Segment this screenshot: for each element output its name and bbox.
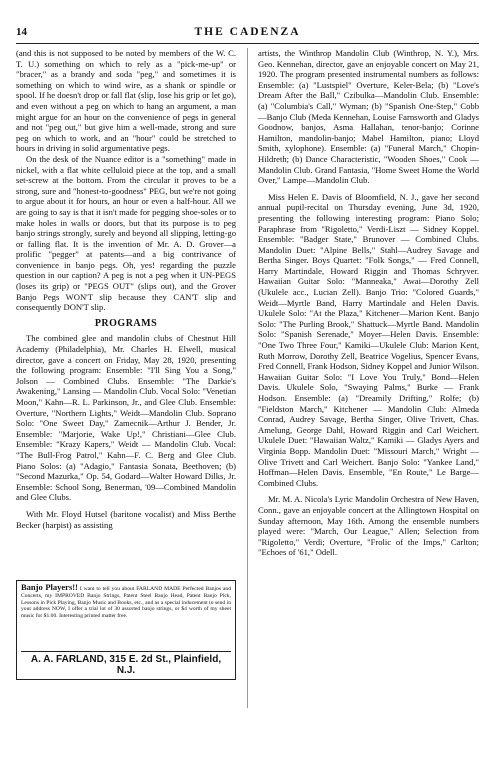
paragraph: The combined glee and mandolin clubs of Chestnut Hill Academy (Philadelphia), Mr. Charles H. Elwell, musical director, gave a concert on Friday, May 28, 1920, presenting the following program: Ensemble: "I'll Sing You a Song," Jolson — Combined Clubs. Ensemble: "The Darkie's Awakening," Lansing — Mandolin Club. Vocal Solo: "Venetian Moon," Kahn—R. L. Parkinson, Jr., and Glee Club. Ensemble: Overture, "Northern Lights," Weidt—Mandolin Club. Soprano Solo: "One Sweet Day," Zamecnik—Arthur J. Bender, Jr. Ensemble: "Marjorie, Wake Up!," Christiani—Glee Club. Ensemble: "Krazy Kapers," Weidt — Mandolin Club. Vocal: "The Bull-Frog Patrol," Kahn—F. C. Berg and Glee Club. Piano Solos: (a) "Adagio," Fantasia Sonata, Beethoven; (b) "Second Mazurka," Op. 54, Godard—Walter Howard Dilks, Jr. Ensemble: School Song, Benerman, '09—Combined Mandolin and Glee Clubs. — [16, 333, 236, 503]
advertisement-box — [16, 580, 236, 680]
ad-body: I want to tell you about FARLAND MADE Perfected Banjos and Concerts, my IMPROVED Banjo Strings, Patent Steel Banjo Head, Patent Banjo Pick, Lessons in Pick Playing, Banjo Music and Books, etc., and as a special inducement to send in your address NOW, I offer a trial lot of 30 assorted banjo strings, or $4 worth of my sheet music for $1.00. Interesting printed matter free. — [21, 586, 232, 620]
paragraph: With Mr. Floyd Hutsel (baritone vocalist) and Miss Berthe Becker (harpist) as assisting — [16, 508, 236, 530]
magazine-title: THE CADENZA — [194, 26, 301, 38]
left-column — [16, 48, 236, 530]
paragraph: Miss Helen E. Davis of Bloomfield, N. J., gave her second annual pupil-recital on Thursday evening, June 3d, 1920, presenting the following interesting program: Piano Solo; Paraphrase from "Rigoletto," Verdi-Liszt — Sidney Koppel. Ensemble: "Badger State," Brunover — Combined Clubs. Mandolin Duet: "Alpine Bells," Stahl—Audrey Savage and Bertha Singer. Boys Quartet: "Folk Songs," — Fred Connell, Harry Martindale, Howard Riggin and Thomas Schryver. Hawaiian Guitar Solo: "Manneaka," Awai—Dorothy Zell (Ukulele acc., Lucian Zell). Banjo Trio: "Colored Guards," Weidt—Myrtle Band, Harry Martindale and Helen Davis. Ukulele Solo: "At the Plaza," Kitchener—Marion Kent. Banjo Solo: "The Purling Brook," Shattuck—Myrtle Band. Mandolin Solo: "Spanish Serenade," Moyer—Helen Davis. Ensemble: "One Two Three Four," Kamiki—Ukulele Club: Marion Kent, Ruth Morrow, Dorothy Zell, Beatrice Vogelius, Spencer Evans, Fred Connell, Frank Hodson, Sidney Koppel and Junior Wilson. Hawaiian Guitar Solo: "I Love You Truly," Bond—Helen Davis. Ukulele Solo, "Swaying Palms," Burke — Frank Hodson. Ensemble: (a) "Dreamily Drifting," Rolfe; (b) "Fieldston March," Kitchener — Mandolin Club: Almeda Conrad, Audrey Savage, Bertha Singer, Olive Trivett, Chas. Amelung, George Dahl, Howard Riggin and Carl Weichert. Ukulele Duet: "Hawaiian Waltz," Kamiki — Gladys Ayers and Virginia Bopp. Mandolin Duet: "Missouri March," Wright — Olive Trivett and Carl Weichert. Banjo Solo: "Yankee Land," Hoffman—Helen Davis. Ensemble, "En Route," Le Barge—Combined Clubs. — [258, 191, 479, 488]
ad-headline: Banjo Players!! — [21, 582, 78, 592]
page-number: 14 — [16, 26, 27, 38]
paragraph: artists, the Winthrop Mandolin Club (Winthrop, N. Y.), Mrs. Geo. Kennehan, director, gave an enjoyable concert on May 21, 1920. The program presented instrumental numbers as follows: Ensemble: (a) "Lustspiel" Overture, Keler-Bela; (b) "Love's Dream After the Ball," Czibulka—Mandolin Club. Ensemble: (a) "Columbia's Call," Wyman; (b) "Spanish One-Step," Cobb—Banjo Club (Meda Kennehan, Louise Farnsworth and Gladys Goodnow, banjos, Asma Hallahan, tenor-banjo; Corinne Hamilton, mandolin-banjo; Mabel Hamilton, piano; Lloyd Smith, xylophone). Ensemble: (a) "Funeral March," Chopin-Hildreth; (b) Dance Characteristic, "Wooden Shoes," Cook — Mandolin Club. Grand Fantasia, "Home Sweet Home the World Over," Lampe—Mandolin Club. — [258, 48, 479, 186]
section-heading-programs: PROGRAMS — [94, 317, 158, 329]
paragraph: (and this is not supposed to be noted by members of the W. C. T. U.) something on which to rely as a "pick-me-up" or "bracer," as a brandy and soda "peg," and sometimes it is something on which to wind wire, as a shank or spindle or spool. If he doesn't drop or fall flat (slip, lose his grip or let go), and even without a peg on which to hang an argument, a man might argue for an hour on the convenience of pegs in general and not "peg out," but give him a well-made, strong and sure peg on which to work, and an "hour" could be stretched to hours in driving in solid argumentative pegs. — [16, 48, 236, 154]
right-column — [258, 48, 479, 558]
column-divider — [247, 48, 248, 708]
ad-address: A. A. FARLAND, 315 E. 2d St., Plainfield, N.J. — [21, 651, 231, 676]
paragraph: On the desk of the Nuance editor is a "something" made in nickel, with a flat white celluloid piece at the top, and a small set-screw at the bottom. From the circular it proves to be a strong, sure and "honest-to-goodness" PEG, but we're not going to argue about it for hours, an hour or even a half-hour. All we are going to say is that it isn't made for pegging shoe-soles or to make holes in walls or doors, but that its purpose is to peg banjo strings strongly, surely and beyond all slipping, letting-go or falling flat. It is the invention of Mr. A. D. Grover—a prolific "pegger" at patents—and a big contrivance of convenience in banjo pegs. Oh, yes! regarding the puzzle question in our caption? A peg is not a peg when it UN-PEGS (loses its grip) or "PEGS OUT" (slips out), and the Grover Banjo Pegs WON'T slip because they CAN'T slip and consequently DON'T slip. — [16, 153, 236, 313]
header-rule — [16, 43, 479, 44]
paragraph: Mr. M. A. Nicola's Lyric Mandolin Orchestra of New Haven, Conn., gave an enjoyable concert at the Allingtown Hospital on Sunday afternoon, May 16th. Among the ensemble numbers played were: "March, Our League," Allen; Selection from "Rigoletto," Verdi; Overture, "Frolic of the Imps," Carlton; "Echoes of '61," Odell. — [258, 494, 479, 558]
ad-text — [21, 584, 231, 620]
running-header — [16, 26, 479, 44]
